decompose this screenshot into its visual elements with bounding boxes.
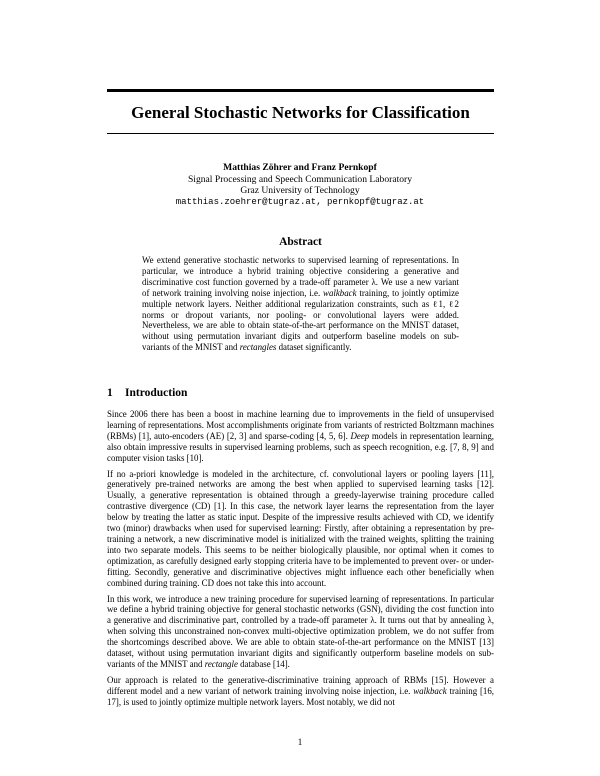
paragraph-3-text-a: In this work, we introduce a new training procedure for supervised learning of representations. In particular we define a hybrid training objective for general stochastic networks (GSN), dividing the cost function into a generative and discriminative part, controlled by a trade-off parameter λ. It turns out that by annealing λ, when solving this unconstrained non-convex multi-objective optimization problem, we do not suffer from the shortcomings described above. We are able to obtain state-of-the-art performance on the MNIST [13] dataset, without using permutation invariant digits and significantly outperform baseline models on sub-variants of the MNIST and (107, 593, 494, 669)
paragraph-1 (107, 409, 494, 464)
section-heading-introduction (107, 386, 187, 400)
abstract-text (142, 255, 459, 353)
author-names: Matthias Zöhrer and Franz Pernkopf (223, 162, 377, 173)
author-block (100, 162, 500, 208)
section-number: 1 (107, 387, 113, 399)
author-emails: matthias.zoehrer@tugraz.at, pernkopf@tugraz.at (175, 196, 425, 207)
author-lab: Signal Processing and Speech Communication Laboratory (187, 173, 413, 185)
abstract-emphasis-walkback: walkback (323, 287, 357, 298)
section-title: Introduction (125, 387, 188, 399)
introduction-body (107, 409, 494, 713)
paragraph-1-emphasis: Deep (350, 430, 370, 441)
author-university: Graz University of Technology (240, 185, 360, 196)
paragraph-1-text-b: models in representation learning, also obtain impressive results in supervised learning problems, such as speech recognition, e.g. [7, 8, 9] and computer vision tasks [10]. (107, 430, 495, 463)
title-top-rule (107, 89, 494, 92)
abstract-sentence-1: We extend generative stochastic networks to supervised learning of representations. In particular, we introduce a hybrid training objective considering a generative and discriminative cost function governed by a trade-off parameter λ. We use a new variant of network training involving noise injection, i.e. (142, 255, 459, 298)
paragraph-1-text-a: Since 2006 there has been a boost in machine learning due to improvements in the field of unsupervised learning of representations. Most accomplishments originate from variants of restricted Boltzmann machines (RBMs) [1], auto-encoders (AE) [2, 3] and sparse-coding [4, 5, 6]. (107, 409, 494, 441)
paragraph-3-emphasis: rectangle (204, 658, 238, 669)
abstract-heading: Abstract (279, 236, 322, 248)
abstract-sentence-3: dataset significantly. (276, 342, 352, 353)
title-bottom-rule (107, 133, 494, 134)
paragraph-4-text-a: Our approach is related to the generative-discriminative training approach of RBMs [15]. However a different model and a new variant of network training involving noise injection, i.e. (107, 674, 494, 696)
abstract-emphasis-rectangles: rectangles (239, 342, 277, 353)
paragraph-2: If no a-priori knowledge is modeled in the architecture, cf. convolutional layers or pooling layers [11], generatively pre-trained networks are among the best when applied to supervised learning tasks [12]. Usually, a generative representation is obtained through a greedy-layerwise training procedure called contrastive divergence (CD) [1]. In this case, the network layer learns the representation from the layer below by treating the latter as static input. Despite of the impressive results achieved with CD, we identify two (minor) drawbacks when used for supervised learning: Firstly, after obtaining a representation by pre-training a network, a new discriminative model is initialized with the trained weights, splitting the training into two separate models. This seems to be neither biologically plausible, nor optimal when it comes to optimization, as carefully designed early stopping criteria have to be implemented to prevent over- or under-fitting. Secondly, generative and discriminative objectives might influence each other beneficially when combined during training. CD does not take this into account. (107, 468, 494, 588)
paragraph-4-text-b: training [16, 17], is used to jointly optimize multiple network layers. Most notably, we did not (107, 685, 494, 707)
paragraph-3 (107, 594, 494, 670)
paper-title: General Stochastic Networks for Classification (131, 103, 470, 122)
paragraph-4 (107, 675, 494, 708)
paragraph-4-emphasis: walkback (413, 685, 447, 696)
abstract-sentence-2: training, to jointly optimize multiple network layers. Neither additional regularization constraints, such as ℓ1, ℓ2 norms or dropout variants, nor pooling- or convolutional layers were added. Nevertheless, we are able to obtain state-of-the-art performance on the MNIST dataset, without using permutation invariant digits and outperform baseline models on sub-variants of the MNIST and (142, 287, 459, 353)
paragraph-3-text-b: database [14]. (237, 658, 290, 669)
page-number: 1 (297, 737, 303, 747)
